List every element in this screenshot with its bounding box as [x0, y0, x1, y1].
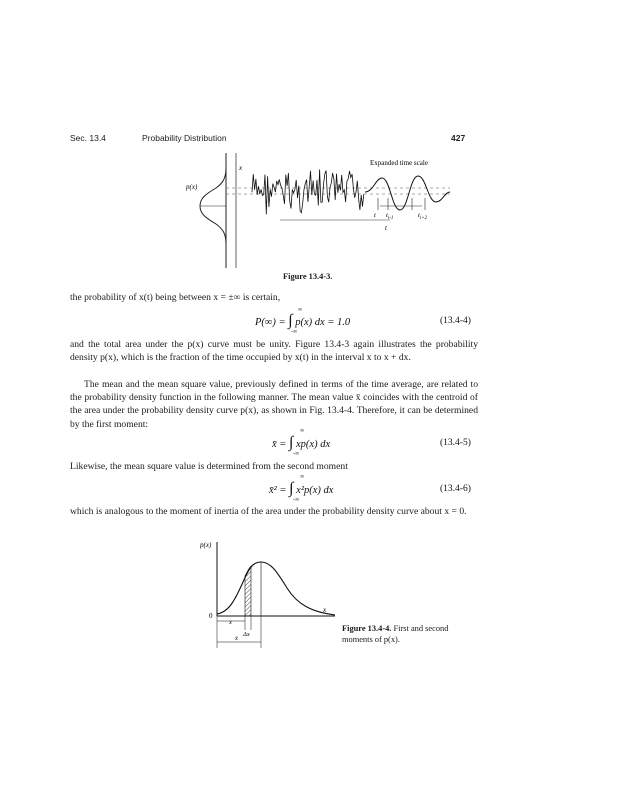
fig2-dx-label: Δx	[243, 631, 250, 638]
paragraph-1: the probability of x(t) being between x = ±∞ is certain,	[70, 292, 281, 303]
equation-13-4-5	[272, 434, 330, 452]
paragraph-2: and the total area under the p(x) curve must be unity. Figure 13.4-3 again illustrates the probability density p(x), which is the fraction of the time occupied by x(t) in the interval x to x + dx.	[70, 339, 478, 364]
fig1-label-x: x	[239, 164, 243, 172]
equation-13-4-4	[255, 312, 350, 330]
eq2-rhs: xp(x) dx	[296, 439, 331, 450]
eq2-number: (13.4-5)	[440, 438, 471, 448]
paragraph-4: Likewise, the mean square value is determined from the second moment	[70, 461, 348, 472]
fig2-hatched-strip	[245, 566, 251, 616]
figure-probability-density-signal	[160, 148, 460, 273]
eq3-lower-limit: -∞	[293, 497, 300, 503]
fig2-dist-x: x	[229, 619, 232, 626]
figure2-caption-text: First and second moments of p(x).	[342, 624, 449, 644]
fig2-origin-label: 0	[209, 612, 213, 620]
page-number: 427	[451, 133, 466, 143]
eq3-upper-limit: ∞	[300, 474, 305, 480]
paragraph-3: The mean and the mean square value, previously defined in terms of the time average, are related to the probability density function in the following manner. The mean value x̄ coincides with the centroid of the area under the probability density curve p(x), as shown in Fig. 13.4-4. Therefore, it can be determined by the first moment:	[70, 379, 478, 430]
figure2-caption-label: Figure 13.4-4.	[342, 624, 392, 633]
fig1-ti1-label: $t_{i-1}$	[386, 212, 394, 221]
eq3-number: (13.4-6)	[440, 484, 471, 494]
eq2-upper-limit: ∞	[300, 428, 305, 434]
eq1-lhs: P(∞) =	[255, 317, 289, 328]
fig2-xbar-label: x̄	[235, 635, 238, 642]
paragraph-5: which is analogous to the moment of inertia of the area under the probability density curve about x = 0.	[70, 506, 467, 517]
eq1-number: (13.4-4)	[440, 316, 471, 326]
equation-13-4-6	[269, 480, 333, 498]
fig1-ti2-label: $t_{i+2}$	[418, 212, 428, 221]
eq2-integral: ∫	[289, 434, 294, 451]
fig2-x-label: x	[323, 606, 327, 614]
figure2-caption	[342, 624, 452, 645]
eq1-upper-limit: ∞	[298, 307, 303, 313]
eq1-rhs: p(x) dx = 1.0	[295, 317, 351, 328]
eq1-integral: ∫	[288, 312, 293, 329]
fig1-expanded-label: Expanded time scale	[370, 159, 428, 167]
fig1-dt-label: t	[374, 212, 376, 219]
eq3-integral: ∫	[289, 480, 294, 497]
header-section: Sec. 13.4	[70, 133, 106, 143]
fig2-density-curve	[217, 562, 335, 615]
fig1-t-label: t	[385, 224, 387, 232]
eq2-lhs: x̄ =	[272, 439, 289, 450]
fig1-label-p: p(x)	[186, 183, 198, 191]
figure1-caption: Figure 13.4-3.	[283, 272, 333, 281]
eq3-rhs: x²p(x) dx	[296, 485, 334, 496]
header-title: Probability Distribution	[142, 133, 227, 143]
eq2-lower-limit: -∞	[293, 451, 300, 457]
fig2-label-p: p(x)	[200, 541, 212, 549]
eq3-lhs: x̄² =	[269, 485, 290, 496]
figure-moments-density	[195, 538, 345, 653]
fig1-random-signal	[252, 170, 364, 215]
eq1-lower-limit: -∞	[291, 329, 298, 335]
